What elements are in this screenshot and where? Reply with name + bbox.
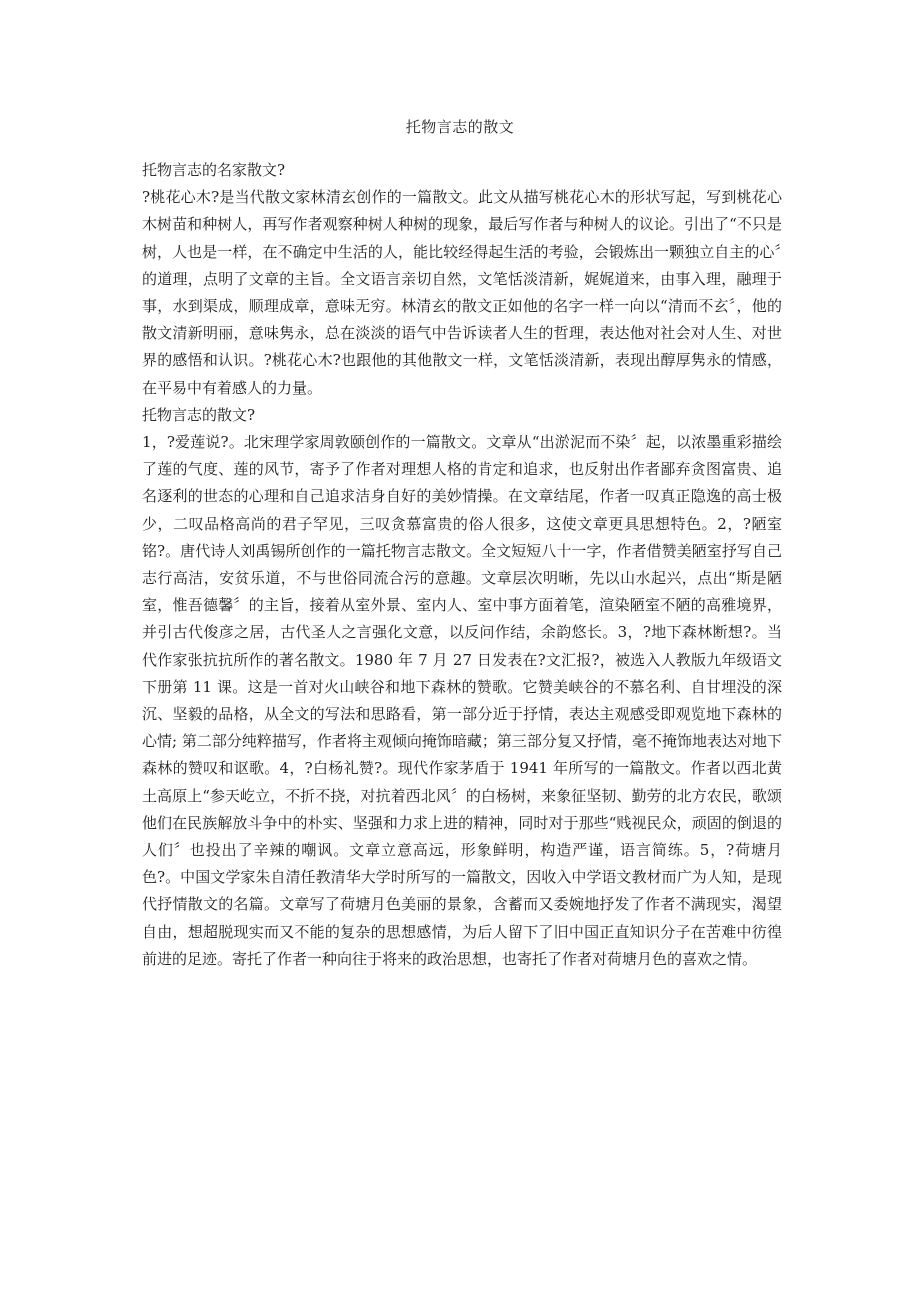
document-title: 托物言志的散文 [405, 118, 515, 136]
document-body [142, 157, 782, 973]
paragraph: 1，?爱莲说?。北宋理学家周敦颐创作的一篇散文。文章从“出淤泥而不染〞起，以浓墨重彩描绘了莲的气度、莲的风节，寄予了作者对理想人格的肯定和追求，也反射出作者鄙弃贪图富贵、追名逐利的世态的心理和自己追求洁身自好的美妙情操。在文章结尾，作者一叹真正隐逸的高士极少，二叹品格高尚的君子罕见，三叹贪慕富贵的俗人很多，这使文章更具思想特色。2，?陋室铭?。唐代诗人刘禹锡所创作的一篇托物言志散文。全文短短八十一字，作者借赞美陋室抒写自己志行高洁，安贫乐道，不与世俗同流合污的意趣。文章层次明晰，先以山水起兴，点出“斯是陋室，惟吾德馨〞的主旨，接着从室外景、室内人、室中事方面着笔，渲染陋室不陋的高雅境界，并引古代俊彦之居，古代圣人之言强化文意，以反问作结，余韵悠长。3，?地下森林断想?。当代作家张抗抗所作的著名散文。1980 年 7 月 27 日发表在?文汇报?，被选入人教版九年级语文下册第 11 课。这是一首对火山峡谷和地下森林的赞歌。它赞美峡谷的不慕名利、自甘埋没的深沉、坚毅的品格，从全文的写法和思路看，第一部分近于抒情，表达主观感受即观览地下森林的心情; 第二部分纯粹描写，作者将主观倾向掩饰暗藏；第三部分复又抒情，毫不掩饰地表达对地下森林的赞叹和讴歌。4，?白杨礼赞?。现代作家茅盾于 1941 年所写的一篇散文。作者以西北黄土高原上“参天屹立，不折不挠，对抗着西北风〞的白杨树，来象征坚韧、勤劳的北方农民，歌颂他们在民族解放斗争中的朴实、坚强和力求上进的精神，同时对于那些“贱视民众，顽固的倒退的人们〞也投出了辛辣的嘲讽。文章立意高远，形象鲜明，构造严谨，语言简练。5，?荷塘月色?。中国文学家朱自清任教清华大学时所写的一篇散文，因收入中学语文教材而广为人知，是现代抒情散文的名篇。文章写了荷塘月色美丽的景象，含蓄而又委婉地抒发了作者不满现实，渴望自由，想超脱现实而又不能的复杂的思想感情，为后人留下了旧中国正直知识分子在苦难中彷徨前进的足迹。寄托了作者一种向往于将来的政治思想，也寄托了作者对荷塘月色的喜欢之情。 [142, 433, 782, 968]
section-heading: 托物言志的名家散文? [142, 161, 286, 179]
paragraph: ?桃花心木?是当代散文家林清玄创作的一篇散文。此文从描写桃花心木的形状写起，写到桃花心木树苗和种树人，再写作者观察种树人种树的现象，最后写作者与种树人的议论。引出了“不只是树，人也是一样，在不确定中生活的人，能比较经得起生活的考验，会锻炼出一颗独立自主的心〞的道理，点明了文章的主旨。全文语言亲切自然，文笔恬淡清新，娓娓道来，由事入理，融理于事，水到渠成，顺理成章，意味无穷。林清玄的散文正如他的名字一样一向以“清而不玄〞，他的散文清新明丽，意味隽永，总在淡淡的语气中告诉读者人生的哲理，表达他对社会对人生、对世界的感悟和认识。?桃花心木?也跟他的其他散文一样，文笔恬淡清新，表现出醇厚隽永的情感，在平易中有着感人的力量。 [142, 188, 782, 397]
section-heading: 托物言志的散文? [142, 405, 256, 424]
